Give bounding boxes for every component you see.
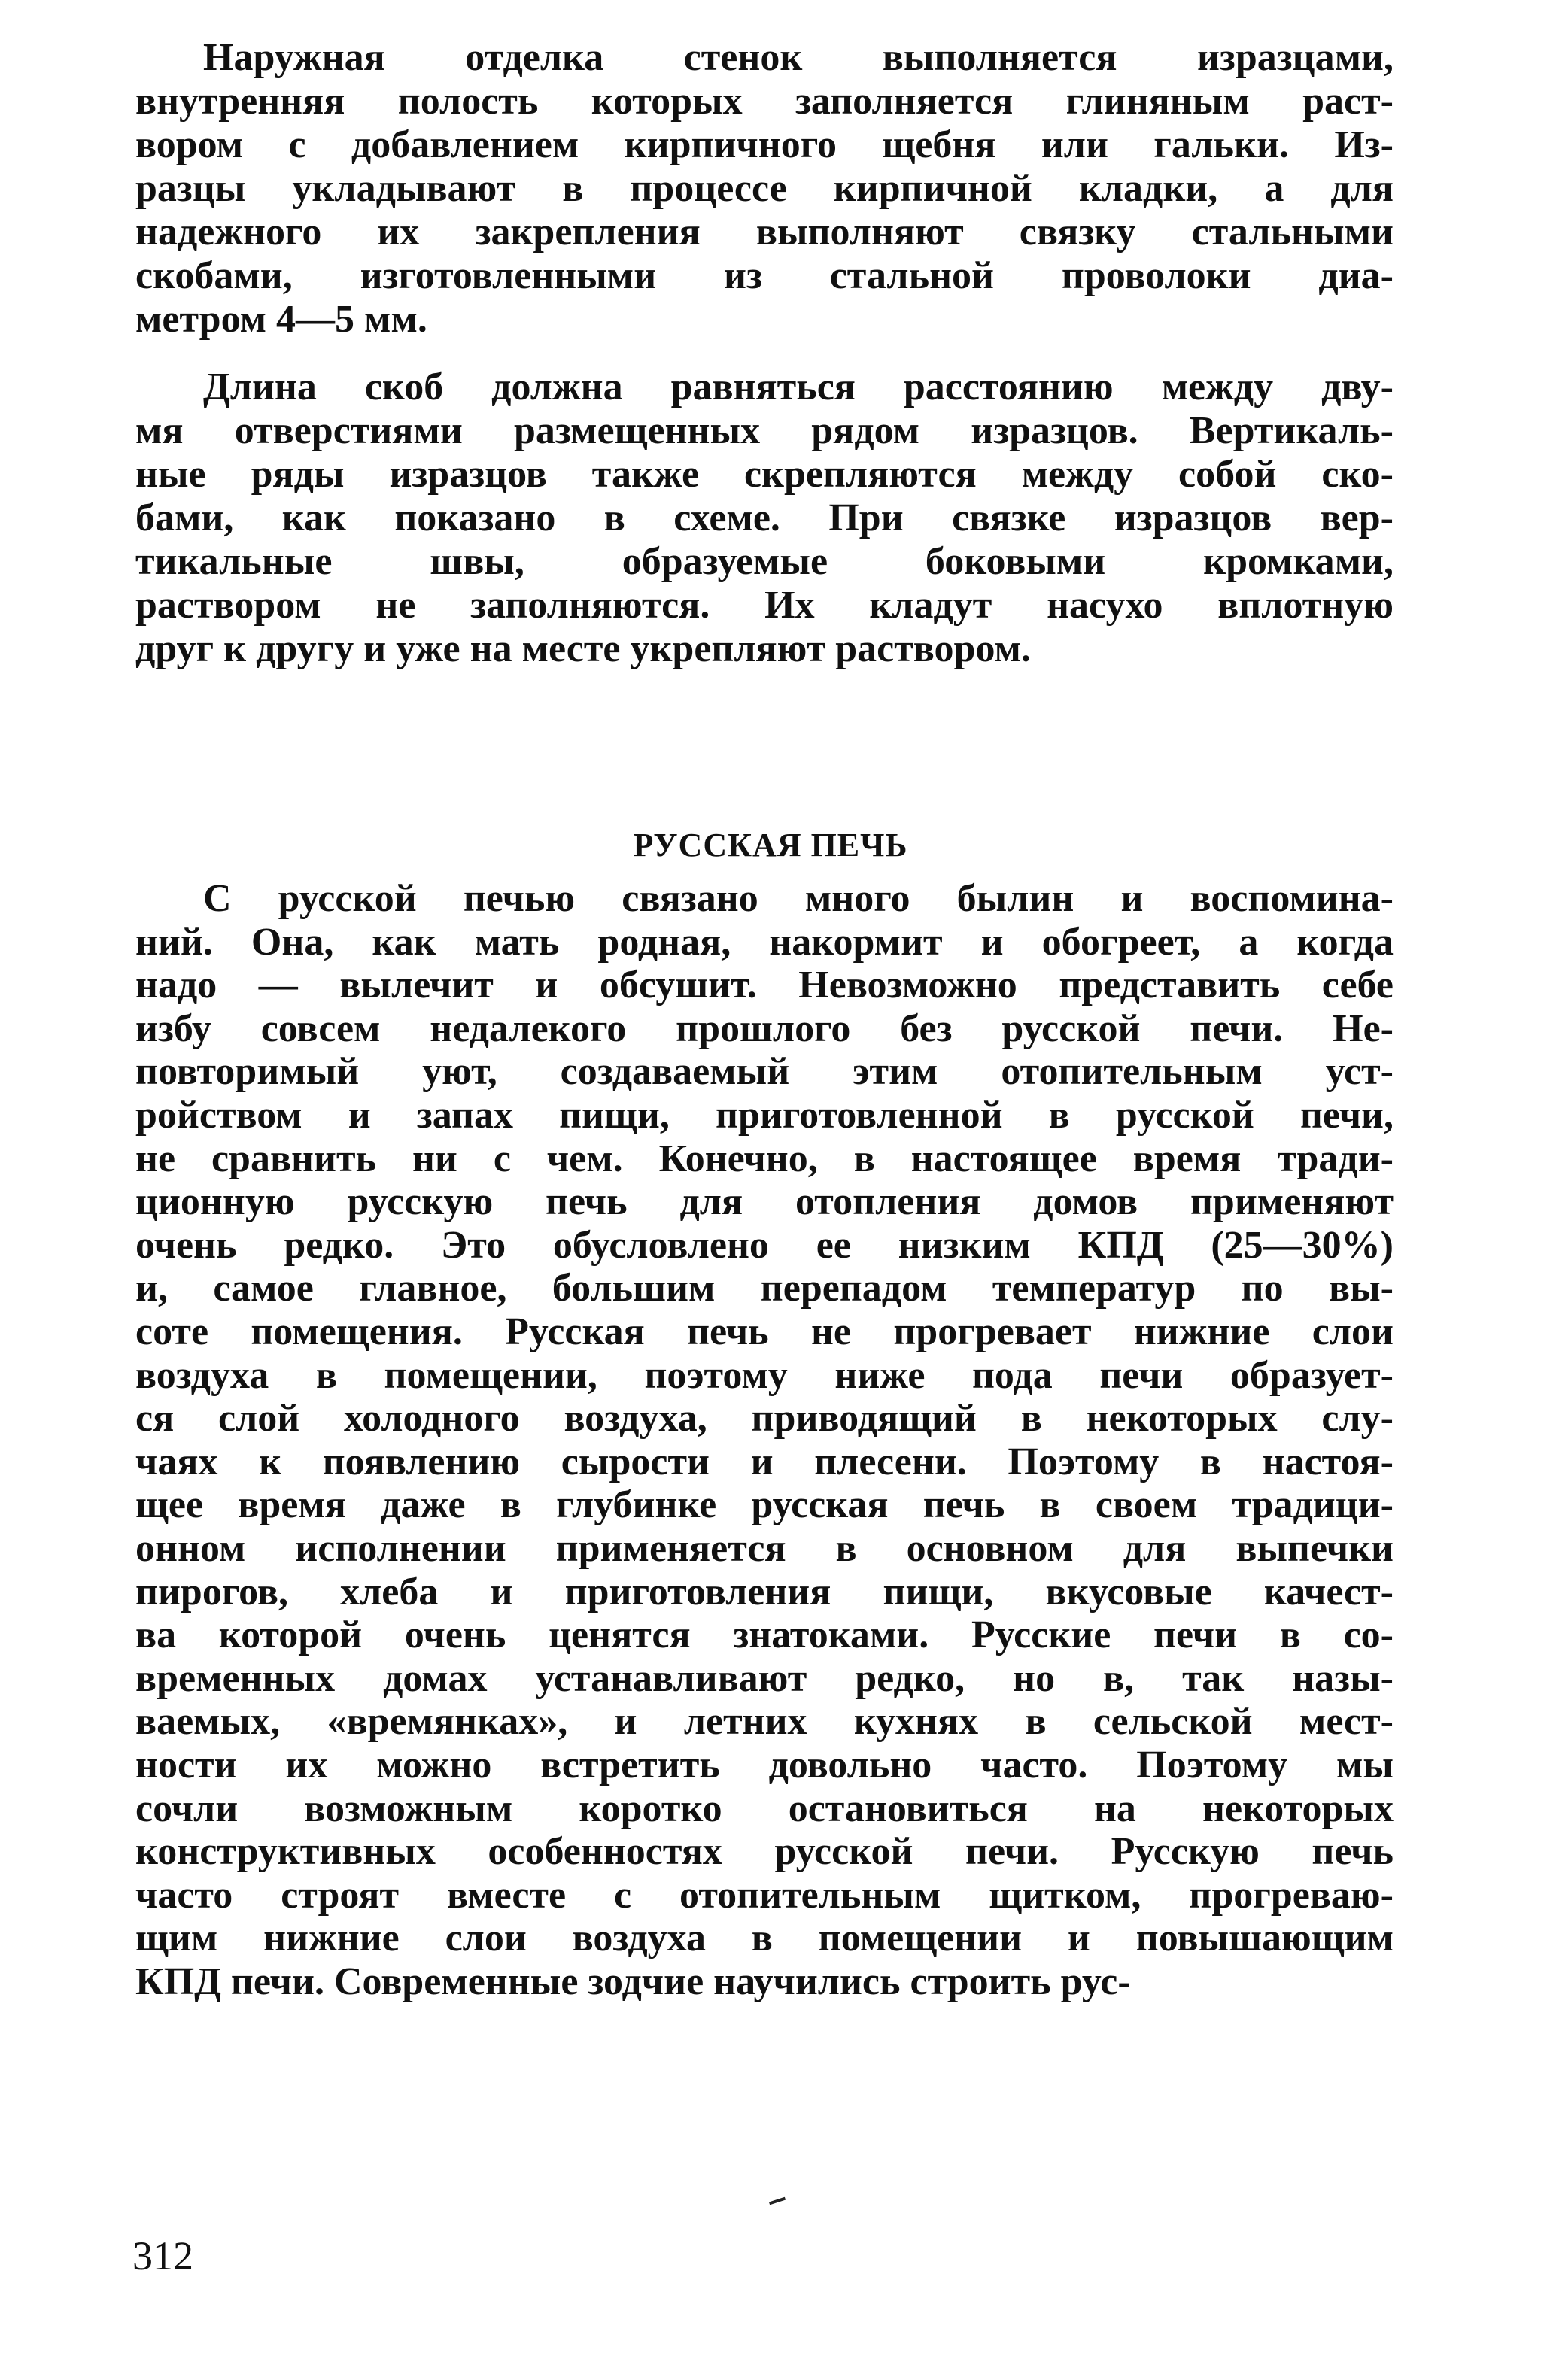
text-line: не сравнить ни с чем. Конечно, в настоящее время тради-: [135, 1137, 1394, 1180]
text-line: вором с добавлением кирпичного щебня или гальки. Из-: [135, 123, 1394, 166]
text-line: конструктивных особенностях русской печи. Русскую печь: [135, 1830, 1394, 1874]
text-line: временных домах устанавливают редко, но в, так назы-: [135, 1656, 1394, 1700]
text-line: пирогов, хлеба и приготовления пищи, вкусовые качест-: [135, 1570, 1394, 1613]
text-line: сочли возможным коротко остановиться на некоторых: [135, 1787, 1394, 1830]
text-line: ные ряды изразцов также скрепляются между собой ско-: [135, 453, 1394, 496]
text-line: надежного их закрепления выполняют связку стальными: [135, 211, 1394, 253]
text-line: скобами, изготовленными из стальной проволоки диа-: [135, 254, 1394, 297]
text-line: и, самое главное, большим перепадом температур по вы-: [135, 1267, 1394, 1310]
text-line: ся слой холодного воздуха, приводящий в некоторых слу-: [135, 1397, 1394, 1440]
text-line: соте помещения. Русская печь не прогревает нижние слои: [135, 1310, 1394, 1353]
text-line: надо — вылечит и обсушит. Невозможно представить себе: [135, 964, 1394, 1007]
page-number: 312: [132, 2233, 193, 2278]
text-line: метром 4—5 мм.: [135, 298, 427, 341]
text-line: ционную русскую печь для отопления домов применяют: [135, 1180, 1394, 1224]
text-line: КПД печи. Современные зодчие научились строить рус-: [135, 1960, 1131, 2003]
text-line: раствором не заполняются. Их кладут насухо вплотную: [135, 584, 1394, 627]
text-line: ва которой очень ценятся знатоками. Русские печи в со-: [135, 1613, 1394, 1657]
text-line: онном исполнении применяется в основном для выпечки: [135, 1527, 1394, 1570]
text-line: Длина скоб должна равняться расстоянию между дву-: [203, 366, 1394, 408]
text-line: мя отверстиями размещенных рядом изразцов. Вертикаль-: [135, 409, 1394, 452]
text-line: друг к другу и уже на месте укрепляют раствором.: [135, 627, 1031, 670]
text-line: ваемых, «времянках», и летних кухнях в сельской мест-: [135, 1700, 1394, 1744]
text-line: очень редко. Это обусловлено ее низким КПД (25—30%): [135, 1223, 1394, 1267]
text-line: избу совсем недалекого прошлого без русской печи. Не-: [135, 1006, 1394, 1050]
text-line: часто строят вместе с отопительным щитком, прогреваю-: [135, 1873, 1394, 1917]
text-line: С русской печью связано много былин и воспомина-: [203, 877, 1394, 920]
text-line: ний. Она, как мать родная, накормит и обогреет, а когда: [135, 920, 1394, 964]
text-line: ности их можно встретить довольно часто. Поэтому мы: [135, 1744, 1394, 1787]
text-line: внутренняя полость которых заполняется глиняным раст-: [135, 80, 1394, 123]
stray-ink-mark: [769, 2197, 786, 2205]
section-heading: РУССКАЯ ПЕЧЬ: [633, 827, 908, 864]
text-line: воздуха в помещении, поэтому ниже пода печи образует-: [135, 1353, 1394, 1397]
text-line: повторимый уют, создаваемый этим отопительным уст-: [135, 1050, 1394, 1094]
text-line: разцы укладывают в процессе кирпичной кладки, а для: [135, 167, 1394, 210]
text-line: чаях к появлению сырости и плесени. Поэтому в настоя-: [135, 1440, 1394, 1483]
text-line: щим нижние слои воздуха в помещении и повышающим: [135, 1917, 1394, 1960]
text-line: тикальные швы, образуемые боковыми кромками,: [135, 540, 1394, 583]
text-line: щее время даже в глубинке русская печь в своем традици-: [135, 1483, 1394, 1527]
text-line: ройством и запах пищи, приготовленной в русской печи,: [135, 1094, 1394, 1137]
text-line: бами, как показано в схеме. При связке изразцов вер-: [135, 496, 1394, 539]
text-line: Наружная отделка стенок выполняется изразцами,: [203, 36, 1394, 79]
